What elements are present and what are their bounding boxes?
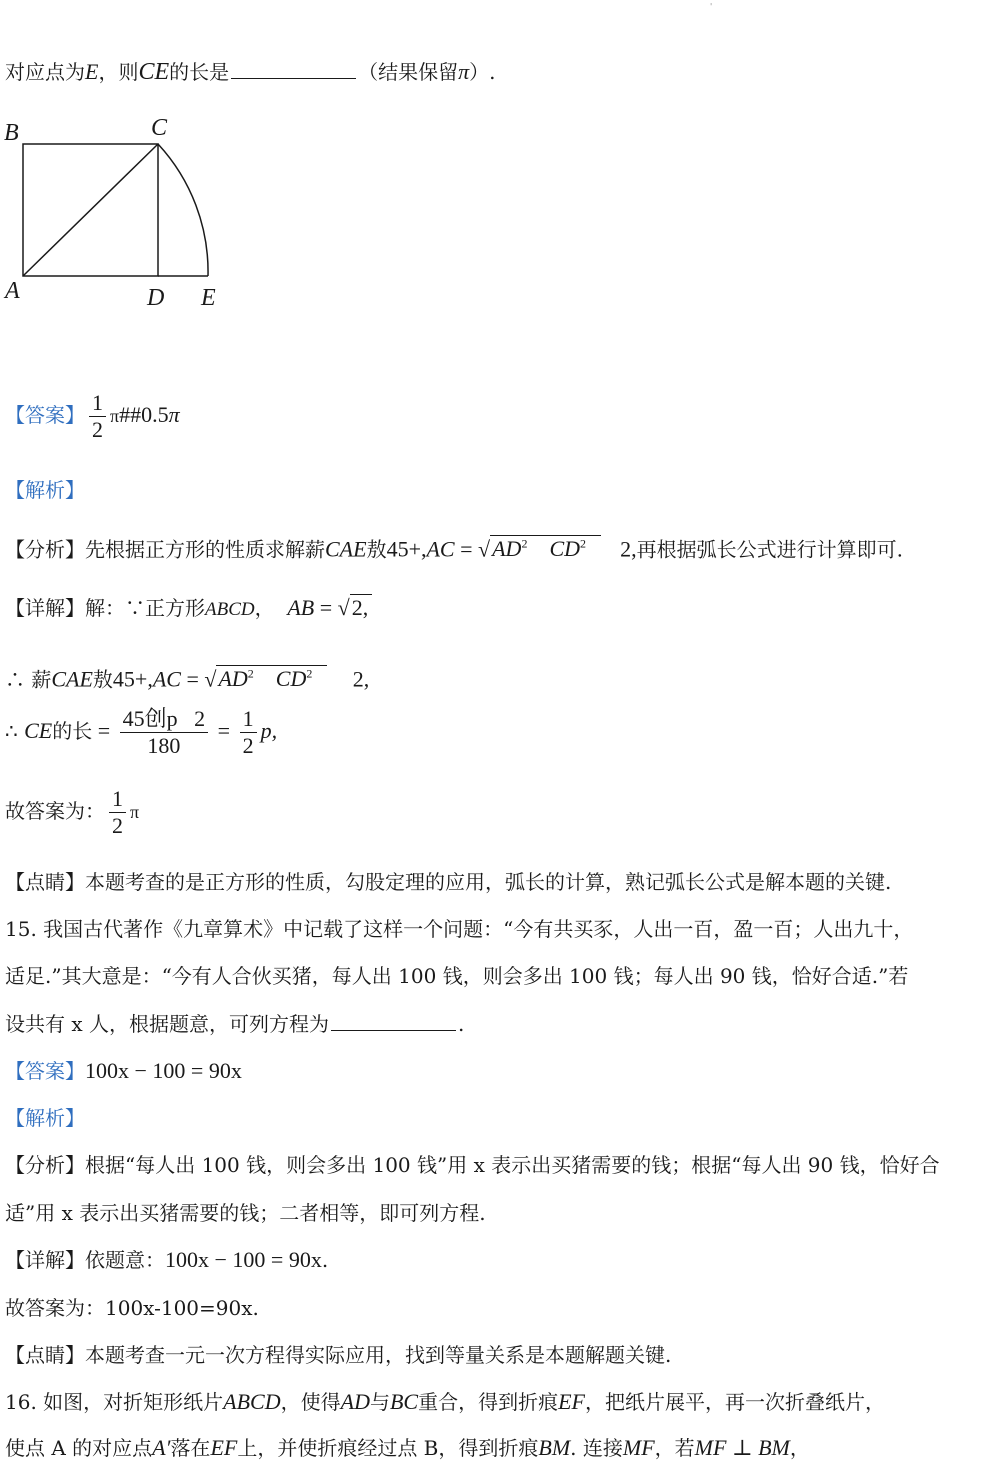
exponent: 2 xyxy=(521,537,528,551)
label-a: A xyxy=(5,278,20,304)
text: 16. 如图，对折矩形纸片 xyxy=(5,1390,224,1414)
arc-ce: CE xyxy=(24,718,53,743)
text: 根据“每人出 100 钱，则会多出 100 钱”用 x 表示出买猪需要的钱；根据“每人出 90 钱，恰好合 xyxy=(85,1153,940,1177)
pi-garbled: p, xyxy=(260,718,278,743)
garbled-char: 敖 xyxy=(366,537,387,562)
pi-symbol: π xyxy=(168,402,180,427)
garbled-char: 敖 xyxy=(92,667,113,692)
q15-fenxi-2 xyxy=(5,1199,486,1227)
pi-symbol: π xyxy=(110,406,120,426)
exponent: 2 xyxy=(580,537,586,551)
text: （结果保留 xyxy=(358,60,459,84)
q14-answer xyxy=(5,390,180,443)
rect-abcd: ABCD xyxy=(223,1389,281,1414)
segment-ad: AD xyxy=(340,1389,370,1414)
therefore-symbol: ∴ xyxy=(5,667,25,692)
q16-line-1 xyxy=(5,1388,885,1416)
q14-analysis-heading xyxy=(5,476,85,504)
text: 15. 我国古代著作《九章算术》中记载了这样一个问题：“今有共买豕，人出一百，盈一百；人出九十， xyxy=(5,917,914,941)
sqrt-expression: $√AD^2$ $CD^2$ xyxy=(204,660,327,693)
text: 先根据正方形的性质求解 xyxy=(85,537,305,562)
text: 重合，得到折痕 xyxy=(418,1390,559,1414)
label-e: E xyxy=(201,285,216,311)
q15-line-2 xyxy=(5,962,908,990)
page-corner-mark: ' xyxy=(710,2,713,11)
sqrt-expression: $√AD^2$ $CD^2$ xyxy=(478,530,601,563)
arc-ce: CE xyxy=(138,59,170,85)
analysis-tag: 【解析】 xyxy=(5,1106,85,1130)
q15-line-1 xyxy=(5,915,913,943)
q14-final-answer xyxy=(5,786,139,839)
q15-xiangjie xyxy=(5,1246,328,1274)
text: 适足.”其大意是：“今有人合伙买猪，每人出 100 钱，则会多出 100 钱；每人出 90 钱，恰好合适.”若 xyxy=(5,964,909,988)
text: 适”用 x 表示出买猪需要的钱；二者相等，即可列方程. xyxy=(5,1201,486,1225)
equation: 100x − 100 = 90x xyxy=(165,1247,322,1272)
arc-ce xyxy=(158,144,208,276)
pi-symbol: π xyxy=(458,59,470,84)
cd: CD xyxy=(549,536,580,562)
text: 与 xyxy=(369,1390,390,1414)
equals: = xyxy=(314,595,338,620)
text: 本题考查的是正方形的性质，勾股定理的应用，弧长的计算，熟记弧长公式是解本题的关键. xyxy=(85,870,892,894)
point-a-prime: A′ xyxy=(152,1435,171,1460)
q14-dianjing xyxy=(5,868,891,896)
text: 故答案为： xyxy=(5,799,105,823)
equals: = xyxy=(92,718,116,743)
xiangjie-tag: 【详解】 xyxy=(5,596,85,620)
segment-ac: AC xyxy=(152,666,181,692)
fraction-half xyxy=(89,390,106,443)
text: ， xyxy=(789,1436,810,1460)
label-b: B xyxy=(4,120,19,146)
text: . xyxy=(458,1012,465,1036)
garbled-char: 薪 xyxy=(31,667,52,692)
numerator: 1 xyxy=(92,390,103,415)
answer-blank xyxy=(231,58,356,79)
angle-cae: CAE xyxy=(325,536,367,562)
degree-value: 45+, xyxy=(386,536,427,562)
crease-ef: EF xyxy=(558,1389,585,1414)
text: 依题意： xyxy=(85,1248,165,1272)
q14-fenxi xyxy=(5,530,903,563)
q15-fenxi-1 xyxy=(5,1151,940,1179)
equals: = xyxy=(454,536,479,562)
answer-tag: 【答案】 xyxy=(5,1059,85,1083)
crease-ef: EF xyxy=(210,1435,238,1460)
crease-bm: BM xyxy=(758,1435,790,1460)
numerator: 1 xyxy=(112,786,123,811)
denominator: 180 xyxy=(120,732,209,759)
text: . xyxy=(321,1248,329,1272)
ad: AD xyxy=(218,666,248,692)
q15-final-answer xyxy=(5,1294,259,1322)
text: 上，并使折痕经过点 B，得到折痕 xyxy=(237,1436,539,1460)
denominator: 2 xyxy=(109,812,126,839)
q16-line-2 xyxy=(5,1434,810,1462)
text: ，使得 xyxy=(280,1390,341,1414)
q15-answer xyxy=(5,1057,242,1085)
crease-bm: BM xyxy=(538,1435,571,1460)
equals: = xyxy=(212,718,236,743)
label-d: D xyxy=(147,285,165,311)
numerator: 1 xyxy=(242,706,254,731)
exponent: 2 xyxy=(247,667,254,681)
dianjing-tag: 【点睛】 xyxy=(5,870,85,894)
fenxi-tag: 【分析】 xyxy=(5,537,85,562)
answer-blank xyxy=(331,1010,456,1031)
cd: CD xyxy=(275,666,307,692)
fenxi-tag: 【分析】 xyxy=(5,1153,85,1177)
degree-value: 45+, xyxy=(112,666,153,692)
answer-tag: 【答案】 xyxy=(5,403,85,427)
therefore-symbol: ∴ xyxy=(5,719,18,743)
perpendicular-symbol: ⊥ xyxy=(726,1435,759,1460)
text: ，若 xyxy=(654,1436,695,1460)
text: ，则 xyxy=(98,60,139,84)
numerator: 45创p 2 xyxy=(122,706,206,731)
text: 落在 xyxy=(170,1436,211,1460)
text: 对应点为 xyxy=(5,60,85,84)
text: ， xyxy=(254,596,275,620)
text: 的长 xyxy=(52,719,93,743)
analysis-tag: 【解析】 xyxy=(5,478,85,502)
text: 解：∵正方形 xyxy=(85,596,205,620)
alt-answer: ##0.5 xyxy=(119,402,169,427)
result: 2, xyxy=(352,666,370,692)
segment-bc: BC xyxy=(389,1389,419,1414)
text: 本题考查一元一次方程得实际应用，找到等量关系是本题解题关键. xyxy=(85,1343,672,1367)
q15-dianjing xyxy=(5,1341,671,1369)
q15-line-3 xyxy=(5,1010,464,1038)
square-arc-figure xyxy=(0,110,260,320)
exponent: 2 xyxy=(306,667,313,681)
sqrt-2: √2, xyxy=(338,594,373,622)
segment-mf: MF xyxy=(694,1435,727,1460)
q14-step-2 xyxy=(5,660,369,693)
ad: AD xyxy=(492,536,522,562)
text: ，把纸片展平，再一次折叠纸片， xyxy=(584,1390,885,1414)
fraction-half xyxy=(240,706,257,759)
segment-ab: AB xyxy=(287,595,315,620)
point-e: E xyxy=(85,59,99,84)
text: 的长是 xyxy=(169,60,230,84)
pi-symbol: π xyxy=(130,802,140,822)
q14-question-tail xyxy=(5,58,496,86)
arc-length-fraction xyxy=(120,706,209,759)
text: 设共有 x 人，根据题意，可列方程为 xyxy=(5,1012,329,1036)
q14-step-3 xyxy=(5,706,277,759)
result: 2, xyxy=(620,536,637,562)
text: . 连接 xyxy=(570,1436,623,1460)
label-c: C xyxy=(151,115,168,141)
diagonal-ac xyxy=(23,144,158,276)
equals: = xyxy=(180,666,205,692)
square-abcd: ABCD xyxy=(205,599,255,620)
denominator: 2 xyxy=(240,732,257,759)
segment-ac: AC xyxy=(426,536,455,562)
equation: 100x − 100 = 90x xyxy=(85,1058,242,1083)
xiangjie-tag: 【详解】 xyxy=(5,1248,85,1272)
fraction-half xyxy=(109,786,126,839)
denominator: 2 xyxy=(89,416,106,443)
q15-analysis-heading xyxy=(5,1104,85,1132)
q14-xiangjie xyxy=(5,594,372,624)
garbled-char: 薪 xyxy=(305,537,325,562)
dianjing-tag: 【点睛】 xyxy=(5,1343,85,1367)
segment-mf: MF xyxy=(622,1435,655,1460)
text: 使点 A 的对应点 xyxy=(5,1436,153,1460)
text: 故答案为：100x-100=90x. xyxy=(5,1296,259,1320)
text: ）. xyxy=(469,60,496,84)
text: 再根据弧长公式进行计算即可. xyxy=(636,537,903,562)
angle-cae: CAE xyxy=(51,666,93,692)
